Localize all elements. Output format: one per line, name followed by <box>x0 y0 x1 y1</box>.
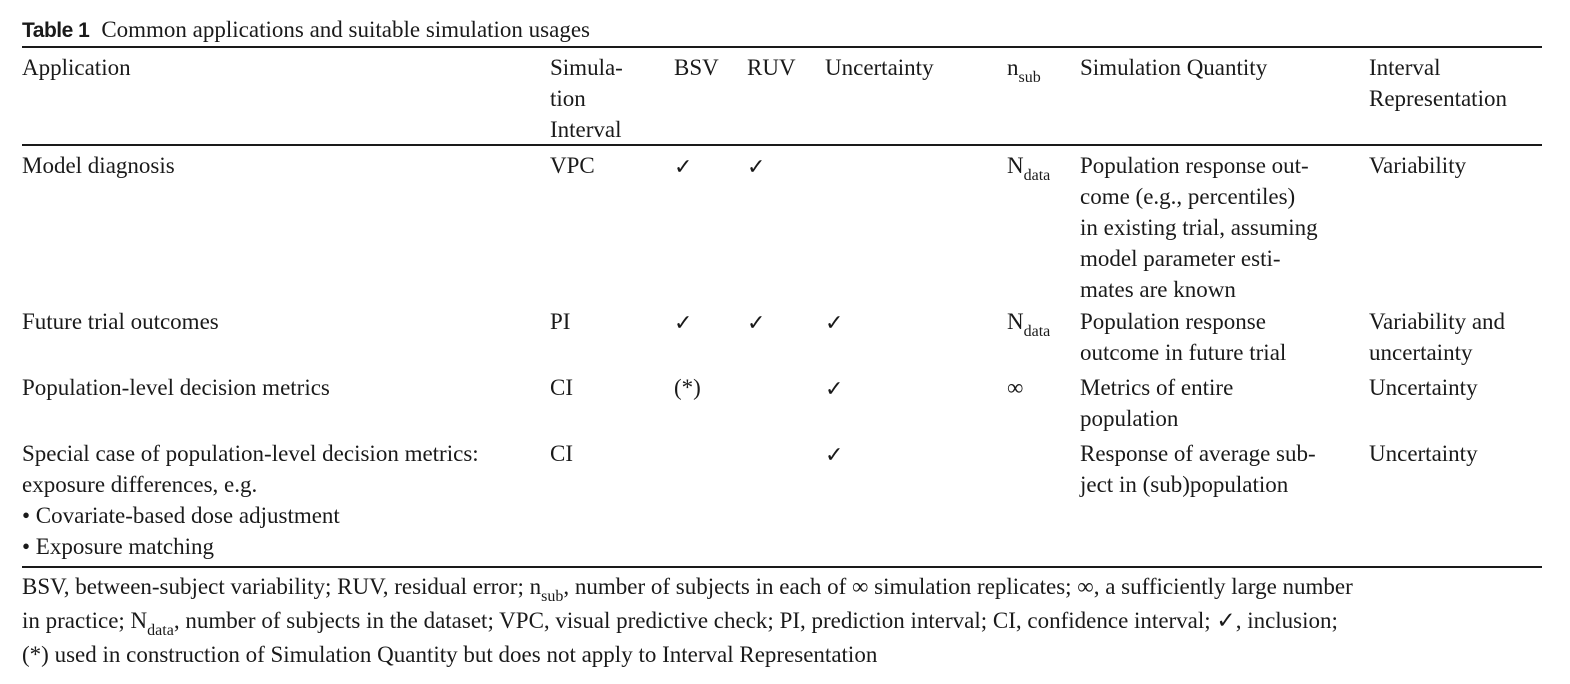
table-label: Table 1 <box>22 19 90 42</box>
cell-uncertainty: ✓ <box>825 377 844 402</box>
table-row <box>22 438 1542 566</box>
cell-interval: CI <box>550 441 573 466</box>
header-representation: Interval Representation <box>1369 54 1507 111</box>
table-row <box>22 306 1542 372</box>
cell-application: Future trial outcomes <box>22 309 219 334</box>
table-row <box>22 372 1542 438</box>
header-ruv: RUV <box>747 54 796 80</box>
header-uncertainty: Uncertainty <box>825 54 934 80</box>
cell-application: Population-level decision metrics <box>22 375 330 400</box>
cell-nsub: ∞ <box>1007 375 1024 400</box>
cell-representation: Variability <box>1369 153 1467 178</box>
cell-nsub: $N_{data}$ <box>1007 153 1051 184</box>
header-quantity: Simulation Quantity <box>1080 54 1268 80</box>
cell-bsv: ✓ <box>674 311 693 336</box>
header-application: Application <box>22 54 131 80</box>
table-figure <box>22 14 1542 670</box>
header-interval: Simula- tion Interval <box>550 54 623 142</box>
cell-representation: Variability and uncertainty <box>1369 309 1506 365</box>
cell-application: Model diagnosis <box>22 153 175 178</box>
cell-uncertainty: ✓ <box>825 443 844 468</box>
cell-ruv: ✓ <box>747 311 766 336</box>
cell-ruv: ✓ <box>747 155 766 180</box>
header-bsv: BSV <box>674 54 719 80</box>
cell-interval: CI <box>550 375 573 400</box>
cell-representation: Uncertainty <box>1369 375 1478 400</box>
cell-quantity: Population response out- come (e.g., percentiles) in existing trial, assuming model parameter esti- mates are known <box>1080 153 1318 302</box>
table-header <box>22 48 1542 144</box>
table-footnote: BSV, between-subject variability; RUV, residual error; $n_{sub}$, number of subjects in each of ∞ simulation replicates; ∞, a sufficiently large number in practice; $N_{data}$, number of subjects in the dataset; VPC, visual predictive check; PI, prediction interval; CI, confidence interval; ✓, inclusion; (*) used in construction of Simulation Quantity but does not apply to Interval Representation <box>22 573 1353 667</box>
cell-interval: VPC <box>550 153 595 178</box>
table-caption <box>22 14 1542 46</box>
cell-representation: Uncertainty <box>1369 441 1478 466</box>
table-title: Common applications and suitable simulation usages <box>101 17 590 42</box>
cell-quantity: Response of average sub- ject in (sub)population <box>1080 441 1316 497</box>
cell-uncertainty: ✓ <box>825 311 844 336</box>
cell-bsv: (*) <box>674 375 701 400</box>
cell-interval: PI <box>550 309 571 334</box>
table-row <box>22 146 1542 306</box>
cell-bsv: ✓ <box>674 155 693 180</box>
cell-quantity: Metrics of entire population <box>1080 375 1234 431</box>
cell-nsub: $N_{data}$ <box>1007 309 1051 340</box>
cell-application: Special case of population-level decision metrics: exposure differences, e.g. • Covariate-based dose adjustment • Exposure matching <box>22 441 479 559</box>
cell-quantity: Population response outcome in future trial <box>1080 309 1287 365</box>
header-nsub: $n_{sub}$ <box>1007 54 1041 86</box>
